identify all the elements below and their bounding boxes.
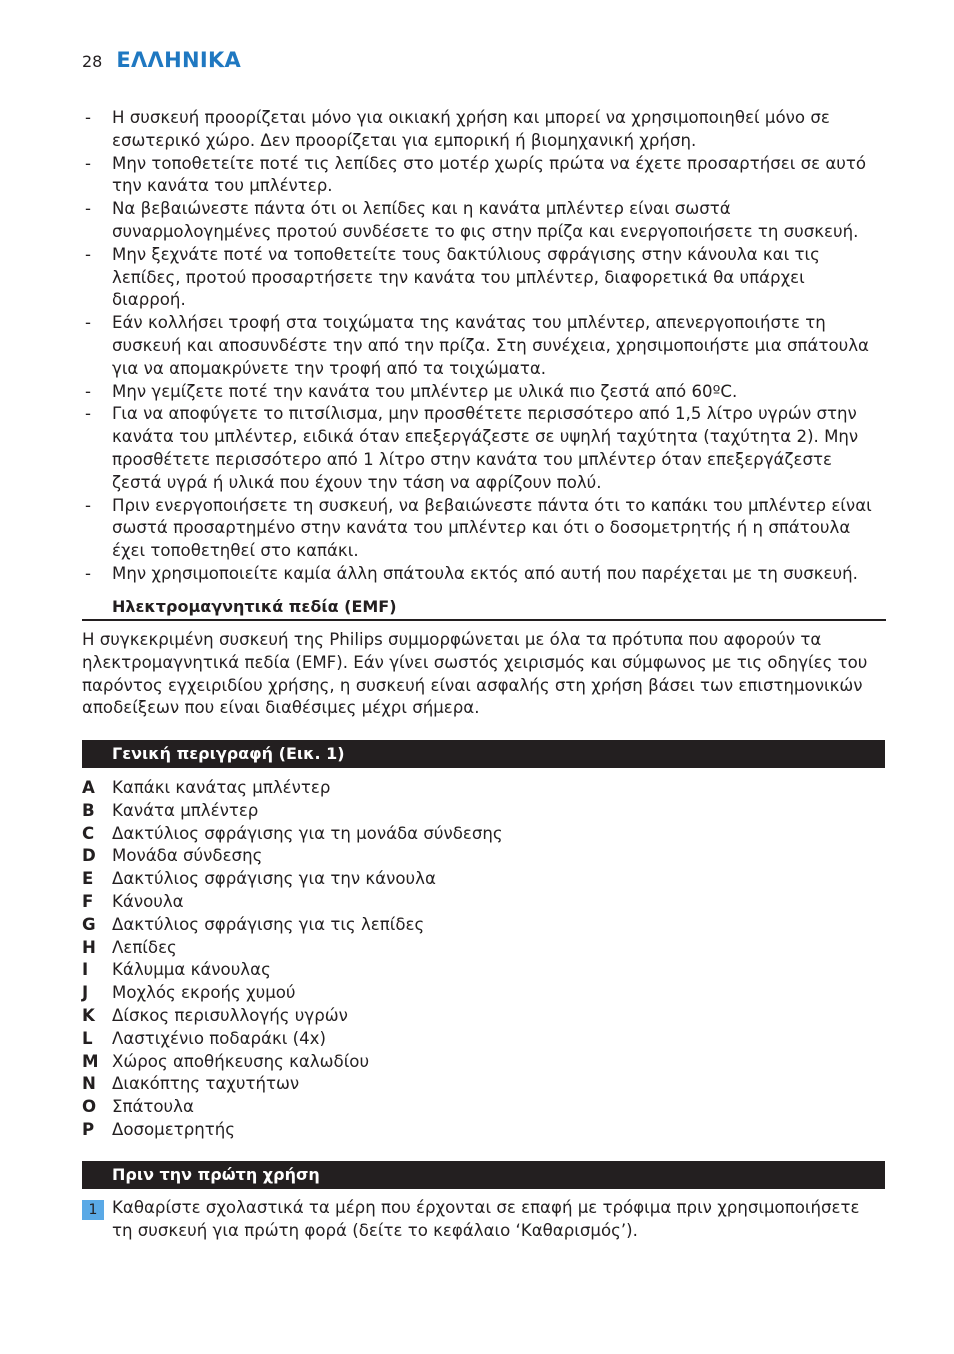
list-item: I Κάλυμμα κάνουλας <box>82 960 271 980</box>
step-text: Καθαρίστε σχολαστικά τα μέρη που έρχονται σε επαφή με τρόφιμα πριν χρησιμοποιήσετε τη συσκευή για πρώτη φορά (δείτε το κεφάλαιο ‘Καθαρισμός’). <box>112 1198 860 1240</box>
bullet-item: - Η συσκευή προορίζεται μόνο για οικιακή χρήση και μπορεί να χρησιμοποιηθεί μόνο σε εσωτερικό χώρο. Δεν προορίζεται για εμπορική ή βιομηχανική χρήση. <box>85 108 830 150</box>
list-item: B Κανάτα μπλέντερ <box>82 800 259 820</box>
safety-bullet-list <box>82 107 882 586</box>
list-item: C Δακτύλιος σφράγισης για τη μονάδα σύνδεσης <box>82 823 503 843</box>
list-item: N Διακόπτης ταχυτήτων <box>82 1074 300 1094</box>
list-item: L Λαστιχένιο ποδαράκι (4x) <box>82 1028 326 1048</box>
list-item: E Δακτύλιος σφράγισης για την κάνουλα <box>82 869 436 889</box>
bullet-item: - Μην τοποθετείτε ποτέ τις λεπίδες στο μοτέρ χωρίς πρώτα να έχετε προσαρτήσει σε αυτό την κανάτα του μπλέντερ. <box>85 153 867 196</box>
list-item: O Σπάτουλα <box>82 1097 194 1117</box>
bullet-item: - Για να αποφύγετε το πιτσίλισμα, μην προσθέτετε περισσότερο από 1,5 λίτρο υγρών στην κανάτα του μπλέντερ, ειδικά όταν επεξεργάζεστε σε υψηλή ταχύτητα (ταχύτητα 2). Μην προσθέτετε περισσότερο από 1 λίτρο στην κανάτα του μπλέντερ όταν επεξεργάζεστε ζεστά υγρά ή υλικά που έχουν την τάση να αφρίζουν πολύ. <box>85 404 859 492</box>
bullet-item: - Μην χρησιμοποιείτε καμία άλλη σπάτουλα εκτός από αυτή που παρέχεται με τη συσκευή. <box>85 563 858 583</box>
bullet-item: - Πριν ενεργοποιήσετε τη συσκευή, να βεβαιώνεστε πάντα ότι το καπάκι του μπλέντερ είναι σωστά προσαρτημένο στην κανάτα του μπλέντερ και ότι ο δοσομετρητής ή η σπάτουλα έχει τοποθετηθεί στο καπάκι. <box>85 495 872 561</box>
list-item: D Μονάδα σύνδεσης <box>82 846 263 866</box>
bullet-item: - Εάν κολλήσει τροφή στα τοιχώματα της κανάτας του μπλέντερ, απενεργοποιήστε τη συσκευή και αποσυνδέστε την από την πρίζα. Στη συνέχεια, χρησιμοποιήστε μια σπάτουλα για να απομακρύνετε την τροφή από τα τοιχώματα. <box>85 313 869 378</box>
list-item: A Καπάκι κανάτας μπλέντερ <box>82 778 331 797</box>
list-item: H Λεπίδες <box>82 937 177 957</box>
bullet-item: - Να βεβαιώνεστε πάντα ότι οι λεπίδες και η κανάτα μπλέντερ είναι σωστά συναρμολογημένες προτού συνδέσετε το φις στην πρίζα και ενεργοποιήσετε τη συσκευή. <box>85 199 859 241</box>
emf-heading: Ηλεκτρομαγνητικά πεδία (EMF) <box>112 597 397 616</box>
section-divider <box>82 619 886 621</box>
page-number: 28 <box>82 52 103 71</box>
page-header <box>82 48 241 74</box>
list-item: P Δοσομετρητής <box>82 1119 235 1139</box>
general-description-heading: Γενική περιγραφή (Εικ. 1) <box>112 744 345 763</box>
list-item: M Χώρος αποθήκευσης καλωδίου <box>82 1051 370 1071</box>
general-description-heading-bar <box>82 740 885 768</box>
list-item: F Κάνουλα <box>82 891 184 911</box>
first-use-heading-bar <box>82 1161 885 1189</box>
list-item: J Μοχλός εκροής χυμού <box>82 983 296 1003</box>
emf-paragraph: Η συγκεκριμένη συσκευή της Philips συμμορφώνεται με όλα τα πρότυπα που αφορούν τα ηλεκτρομαγνητικά πεδία (EMF). Εάν γίνει σωστός χειρισμός και σύμφωνος με τις οδηγίες του παρόντος εγχειριδίου χρήσης, η συσκευή είναι ασφαλής στη χρήση βάσει των επιστημονικών αποδείξεων που είναι διαθέσιμες μέχρι σήμερα. <box>82 630 868 718</box>
list-item: K Δίσκος περισυλλογής υγρών <box>82 1005 348 1025</box>
list-item: G Δακτύλιος σφράγισης για τις λεπίδες <box>82 914 425 934</box>
language-title: ΕΛΛΗΝΙΚΑ <box>116 48 242 72</box>
parts-list <box>82 777 503 1142</box>
first-use-heading: Πριν την πρώτη χρήση <box>112 1165 320 1184</box>
bullet-item: - Μην γεμίζετε ποτέ την κανάτα του μπλέντερ με υλικά πιο ζεστά από 60ºC. <box>85 381 738 401</box>
step-number-badge: 1 <box>82 1200 104 1220</box>
bullet-item: - Μην ξεχνάτε ποτέ να τοποθετείτε τους δακτύλιους σφράγισης στην κάνουλα και τις λεπίδες, προτού προσαρτήσετε την κανάτα του μπλέντερ, διαφορετικά θα υπάρχει διαρροή. <box>85 244 820 310</box>
